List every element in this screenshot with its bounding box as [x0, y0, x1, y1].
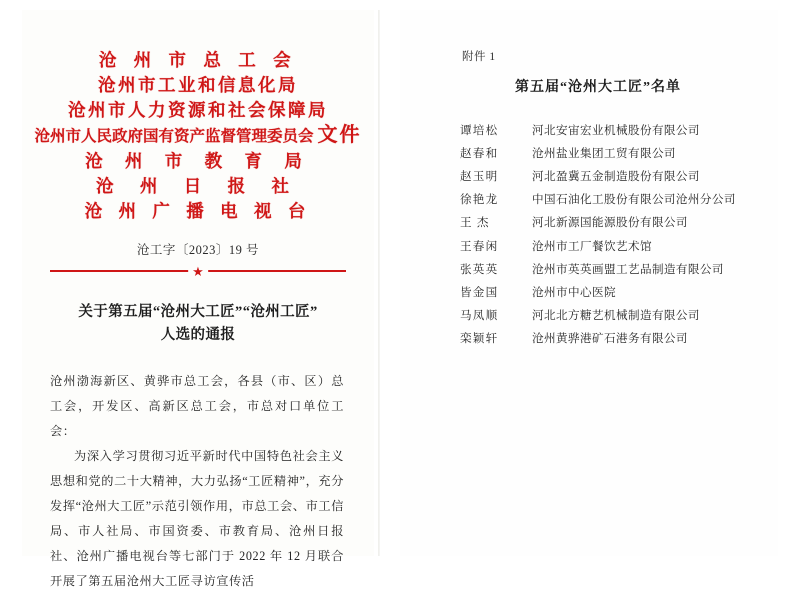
left-document-page — [22, 10, 374, 588]
body-paragraph-2: 为深入学习贯彻习近平新时代中国特色社会主义思想和党的二十大精神，大力弘扬“工匠精神”，充分发挥“沧州大工匠”示范引领作用，市总工会、市工信局、市人社局、市国资委、市教育局、沧州日报社、沧州广播电视台等七部门于 2022 年 12 月联合开展了第五届沧州大工匠寻访宣传活 — [50, 449, 344, 588]
letterhead-line-1: 沧 州 市 总 工 会 — [98, 50, 298, 70]
letterhead-doc-word: 文件 — [317, 124, 362, 146]
table-row — [460, 211, 736, 234]
row-name: 皆金国 — [460, 285, 499, 299]
body-paragraph-1: 沧州渤海新区、黄骅市总工会，各县（市、区）总工会，开发区、高新区总工会，市总对口单位工会： — [50, 374, 344, 438]
table-row — [460, 141, 736, 164]
document-title — [52, 301, 344, 347]
letterhead-line-3: 沧州市人力资源和社会保障局 — [68, 100, 328, 120]
table-row — [460, 280, 736, 303]
row-company: 河北新源国能源股份有限公司 — [532, 216, 688, 230]
row-company: 沧州市英英画盟工艺品制造有限公司 — [532, 262, 724, 276]
document-title-line-2: 人选的通报 — [160, 327, 236, 343]
row-name: 谭培松 — [460, 123, 499, 137]
table-row — [460, 188, 736, 211]
letterhead-divider — [50, 264, 346, 281]
attachment-label: 附件 1 — [462, 51, 496, 63]
letterhead-line-6: 沧 州 日 报 社 — [96, 176, 300, 196]
red-star-icon: ★ — [188, 267, 208, 277]
document-body — [50, 369, 344, 594]
row-company: 河北安宙宏业机械股份有限公司 — [532, 123, 700, 137]
row-name: 马凤顺 — [460, 309, 499, 323]
table-row — [460, 304, 736, 327]
letterhead-line-2: 沧州市工业和信息化局 — [98, 75, 298, 95]
letterhead-line-4-text: 沧州市人民政府国有资产监督管理委员会 — [34, 128, 314, 145]
name-list-title: 第五届“沧州大工匠”名单 — [515, 80, 681, 95]
name-list-table — [460, 118, 736, 350]
row-name: 张英英 — [460, 262, 499, 276]
row-company: 河北北方糖艺机械制造有限公司 — [532, 309, 700, 323]
letterhead-line-5: 沧 州 市 教 育 局 — [85, 151, 311, 171]
red-letterhead — [22, 48, 374, 224]
table-row — [460, 234, 736, 257]
row-company: 沧州盐业集团工贸有限公司 — [532, 146, 676, 160]
name-list-body — [460, 118, 736, 350]
right-document-page — [400, 10, 778, 556]
row-company: 中国石油化工股份有限公司沧州分公司 — [532, 193, 736, 207]
row-company: 沧州市工厂餐饮艺术馆 — [532, 239, 652, 253]
row-name: 王春闲 — [460, 239, 499, 253]
table-row — [460, 257, 736, 280]
row-company: 沧州市中心医院 — [532, 285, 616, 299]
row-name: 赵春和 — [460, 146, 499, 160]
row-company: 河北盈冀五金制造股份有限公司 — [532, 169, 700, 183]
table-row — [460, 118, 736, 141]
table-row — [460, 327, 736, 350]
letterhead-line-4 — [22, 123, 374, 149]
row-name: 赵玉明 — [460, 169, 499, 183]
row-name: 王 杰 — [460, 216, 490, 230]
row-company: 沧州黄骅港矿石港务有限公司 — [532, 332, 688, 346]
document-number: 沧工字〔2023〕19 号 — [136, 243, 260, 257]
row-name: 徐艳龙 — [460, 193, 499, 207]
table-row — [460, 164, 736, 187]
row-name: 栾颖轩 — [460, 332, 499, 346]
page-gutter — [378, 10, 380, 556]
letterhead-line-7: 沧 州 广 播 电 视 台 — [84, 201, 312, 221]
document-title-line-1: 关于第五届“沧州大工匠”“沧州工匠” — [78, 304, 318, 320]
